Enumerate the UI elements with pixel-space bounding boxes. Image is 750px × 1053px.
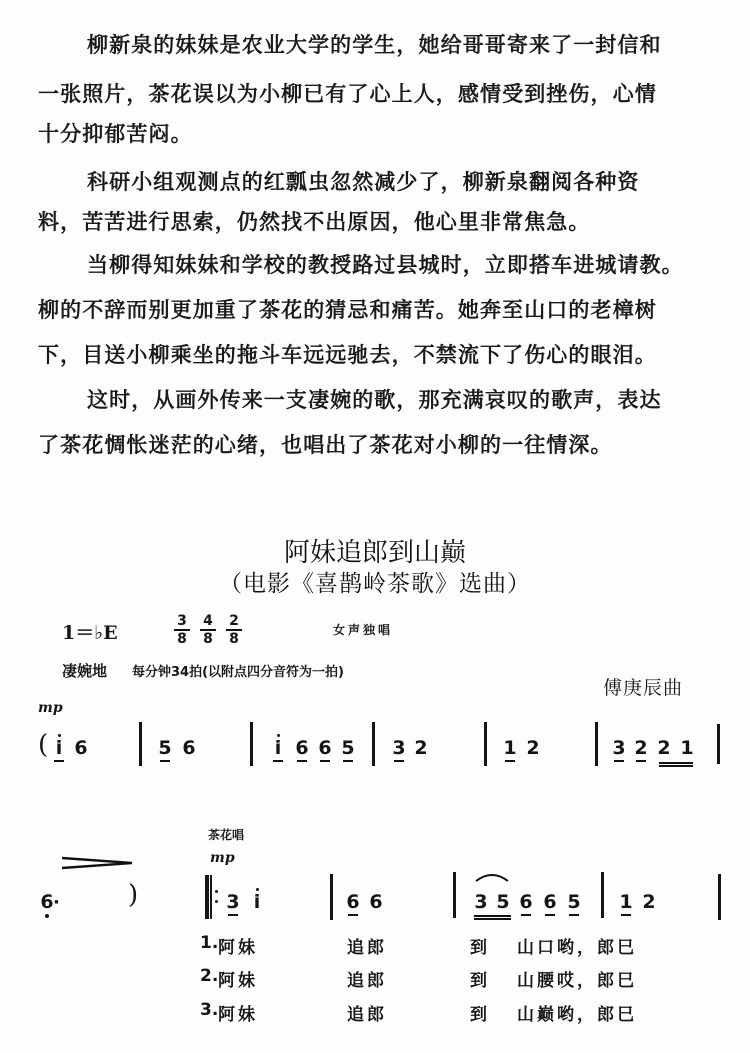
double-underline: [474, 915, 511, 920]
note: 6: [543, 891, 557, 913]
close-parenthesis: ): [128, 880, 139, 910]
note: 2: [634, 737, 648, 759]
note: 6: [182, 737, 196, 759]
barline: [250, 722, 253, 766]
repeat-dot: [215, 890, 218, 893]
paragraph-line: 下，目送小柳乘坐的拖斗车远远驰去，不禁流下了伤心的眼泪。: [38, 343, 657, 367]
note: 5: [341, 737, 355, 759]
lower-octave-dot: [45, 914, 49, 918]
lyric-word: 阿妹: [218, 971, 258, 991]
note: 6: [295, 737, 309, 759]
note: 2: [526, 737, 540, 759]
song-subtitle: （电影《喜鹊岭茶歌》选曲）: [219, 571, 531, 597]
note: 2: [414, 737, 428, 759]
note: 5: [567, 891, 581, 913]
note: 3: [474, 891, 488, 913]
key-signature: 1＝♭E: [62, 622, 118, 644]
lyric-word: 到: [470, 1005, 490, 1025]
barline: [484, 722, 487, 766]
paragraph-line: 了茶花惆怅迷茫的心绪，也唱出了茶花对小柳的一往情深。: [38, 433, 613, 457]
lyric-word: 追郎: [347, 1005, 387, 1025]
decrescendo-hairpin: [62, 855, 134, 871]
note: 5: [496, 891, 510, 913]
voice-type: 女声独唱: [333, 623, 394, 637]
note: 6: [318, 737, 332, 759]
paragraph-line: 科研小组观测点的红瓢虫忽然减少了，柳新泉翻阅各种资: [87, 170, 640, 194]
note: 6: [519, 891, 533, 913]
lyric-word: 山腰哎，郎巳: [517, 971, 637, 991]
note: 1: [680, 737, 694, 759]
time-signature: $\frac{3}{8}$: [174, 614, 190, 646]
note: i: [52, 738, 66, 758]
note: 6: [346, 891, 360, 913]
lyric-word: 追郎: [347, 938, 387, 958]
paragraph-line: 十分抑郁苦闷。: [38, 122, 193, 146]
dynamic-mark: mp: [210, 850, 235, 866]
open-parenthesis: (: [38, 730, 49, 760]
note: 1: [619, 891, 633, 913]
paragraph-line: 柳新泉的妹妹是农业大学的学生，她给哥哥寄来了一封信和: [87, 33, 662, 57]
dynamic-mark: mp: [38, 700, 63, 716]
note: 3: [226, 891, 240, 913]
barline: [139, 722, 142, 766]
barline: [717, 724, 720, 764]
note: 3: [392, 737, 406, 759]
lyric-word: 山巅哟，郎巳: [517, 1005, 637, 1025]
barline: [372, 722, 375, 766]
paragraph-line: 当柳得知妹妹和学校的教授路过县城时，立即搭车进城请教。: [87, 253, 684, 277]
note: 5: [158, 737, 172, 759]
augmentation-dot: ·: [53, 892, 60, 913]
note: 6: [369, 891, 383, 913]
note: i: [271, 738, 285, 758]
song-title: 阿妹追郎到山巅: [283, 538, 466, 568]
lyric-word: 追郎: [347, 971, 387, 991]
time-signature: $\frac{4}{8}$: [200, 614, 216, 646]
verse-number: 3.: [200, 1000, 219, 1020]
expression-mark: 凄婉地: [62, 662, 108, 680]
paragraph-line: 这时，从画外传来一支凄婉的歌，那充满哀叹的歌声，表达: [87, 388, 662, 412]
lyric-word: 阿妹: [218, 1005, 258, 1025]
repeat-dot: [215, 900, 218, 903]
note: 2: [657, 737, 671, 759]
double-underline: [659, 762, 693, 767]
note: 6: [40, 891, 54, 913]
barline: [718, 874, 721, 920]
barline: [595, 722, 598, 766]
time-signature: $\frac{2}{8}$: [226, 614, 242, 646]
barline: [453, 872, 456, 918]
lyric-word: 到: [470, 971, 490, 991]
lyric-word: 阿妹: [218, 938, 258, 958]
barline: [330, 874, 333, 920]
repeat-start-barline: [205, 875, 212, 919]
note: 6: [74, 737, 88, 759]
note: 1: [503, 737, 517, 759]
verse-number: 2.: [200, 966, 219, 986]
barline: [601, 872, 604, 918]
note: 2: [642, 891, 656, 913]
paragraph-line: 一张照片，茶花误以为小柳已有了心上人，感情受到挫伤，心情: [38, 82, 657, 106]
singer-label: 茶花唱: [208, 828, 245, 842]
paragraph-line: 料，苦苦进行思索，仍然找不出原因，他心里非常焦急。: [38, 210, 591, 234]
verse-number: 1.: [200, 933, 219, 953]
slur: [474, 871, 510, 883]
lyric-word: 山口哟，郎巳: [517, 938, 637, 958]
lyric-word: 到: [470, 938, 490, 958]
note: i: [250, 892, 264, 912]
paragraph-line: 柳的不辞而别更加重了茶花的猜忌和痛苦。她奔至山口的老樟树: [38, 298, 657, 322]
composer-credit: 傅庚辰曲: [603, 677, 684, 699]
tempo-mark: 每分钟34拍(以附点四分音符为一拍): [132, 665, 344, 680]
note: 3: [612, 737, 626, 759]
